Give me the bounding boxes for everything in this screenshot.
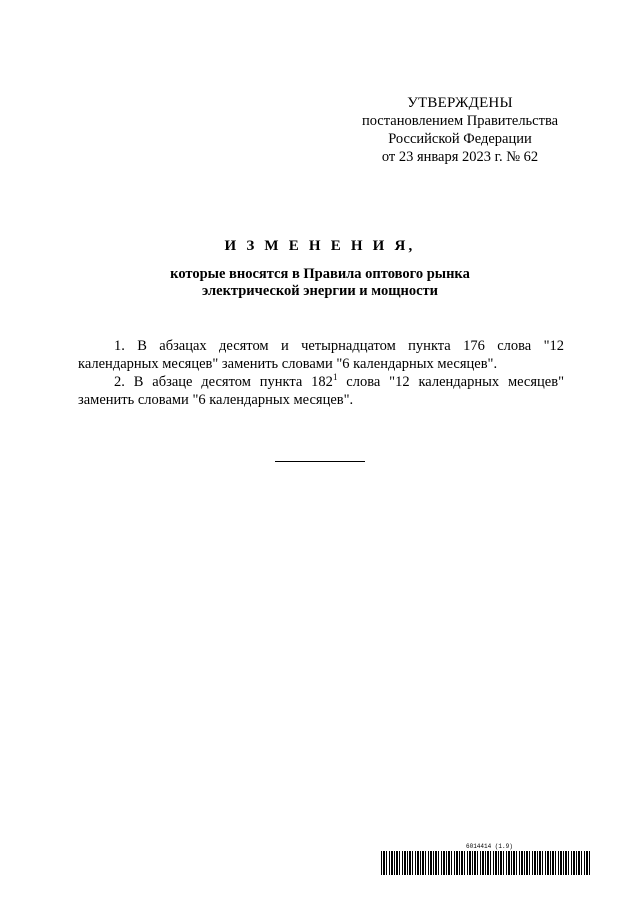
document-body — [78, 337, 564, 409]
end-divider — [275, 461, 365, 462]
paragraph-item-2-start: 2. В абзаце десятом пункта 182 — [114, 374, 333, 390]
paragraph-item-2-end: слова "12 календарных месяцев" заменить словами "6 календарных месяцев". — [78, 374, 564, 408]
document-subtitle — [60, 266, 580, 300]
approval-line-3: от 23 января 2023 г. № 62 — [381, 149, 539, 165]
document-subtitle-line-2: электрической энергии и мощности — [202, 283, 438, 299]
paragraph-item-2 — [78, 373, 564, 409]
document-subtitle-line-1: которые вносятся в Правила оптового рынка — [170, 266, 470, 282]
barcode — [381, 851, 591, 875]
paragraph-item-1: 1. В абзацах десятом и четырнадцатом пункта 176 слова "12 календарных месяцев" заменить словами "6 календарных месяцев". — [78, 338, 564, 372]
document-code: 6014414 (1.9) — [466, 843, 513, 850]
document-title: И З М Е Н Е Н И Я, — [224, 238, 416, 254]
paragraph-item-2-superscript: 1 — [332, 372, 338, 383]
approval-line-2: Российской Федерации — [388, 131, 532, 147]
approval-line-1: постановлением Правительства — [361, 113, 559, 129]
approval-title: УТВЕРЖДЕНЫ — [407, 95, 513, 111]
approval-stamp — [340, 94, 580, 166]
